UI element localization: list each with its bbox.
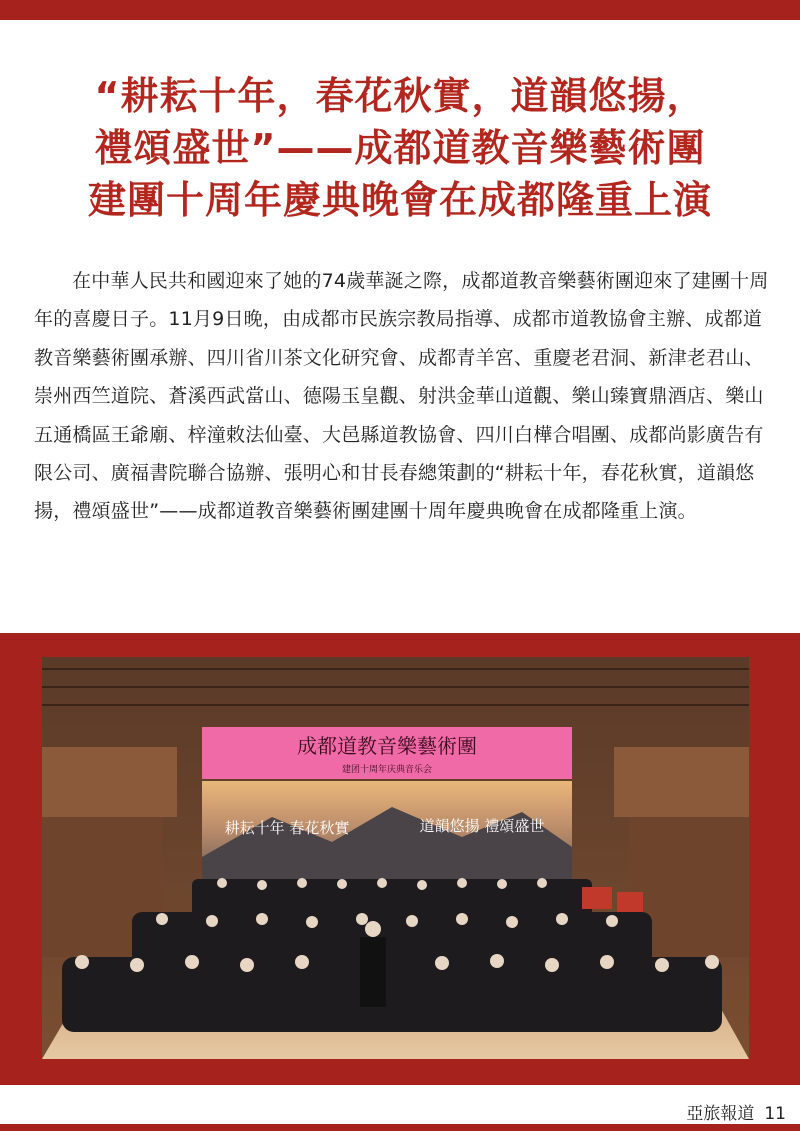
title-line-2: 禮頌盛世”——成都道教音樂藝術團	[94, 126, 706, 170]
banner-title: 成都道教音樂藝術團	[297, 734, 477, 758]
concert-photo	[42, 657, 749, 1059]
page-number: 11	[764, 1104, 786, 1124]
top-accent-bar	[0, 0, 800, 20]
publication-name: 亞旅報道	[686, 1104, 755, 1124]
screen-text-left: 耕耘十年 春花秋實	[224, 819, 350, 837]
banner-subtitle: 建团十周年庆典音乐会	[341, 765, 433, 775]
title-line-3: 建團十周年慶典晚會在成都隆重上演	[87, 178, 712, 222]
screen-text-right: 道韻悠揚 禮頌盛世	[419, 817, 545, 835]
page-footer	[686, 1099, 786, 1124]
article-title	[30, 70, 770, 226]
bottom-accent-bar	[0, 1124, 800, 1131]
article-paragraph: 在中華人民共和國迎來了她的74歲華誕之際，成都道教音樂藝術團迎來了建團十周年的喜慶日子。11月9日晚，由成都市民族宗教局指導、成都市道教協會主辦、成都道教音樂藝術團承辦、四川省川茶文化研究會、成都青羊宮、重慶老君洞、新津老君山、崇州西竺道院、蒼溪西武當山、德陽玉皇觀、射洪金華山道觀、樂山臻寶鼎酒店、樂山五通橋區王爺廟、梓潼敕法仙臺、大邑縣道教協會、四川白樺合唱團、成都尚影廣告有限公司、廣福書院聯合協辦、張明心和甘長春總策劃的“耕耘十年，春花秋實，道韻悠揚，禮頌盛世”——成都道教音樂藝術團建團十周年慶典晚會在成都隆重上演。	[34, 270, 769, 523]
title-line-1: “耕耘十年，春花秋實，道韻悠揚，	[94, 74, 706, 118]
